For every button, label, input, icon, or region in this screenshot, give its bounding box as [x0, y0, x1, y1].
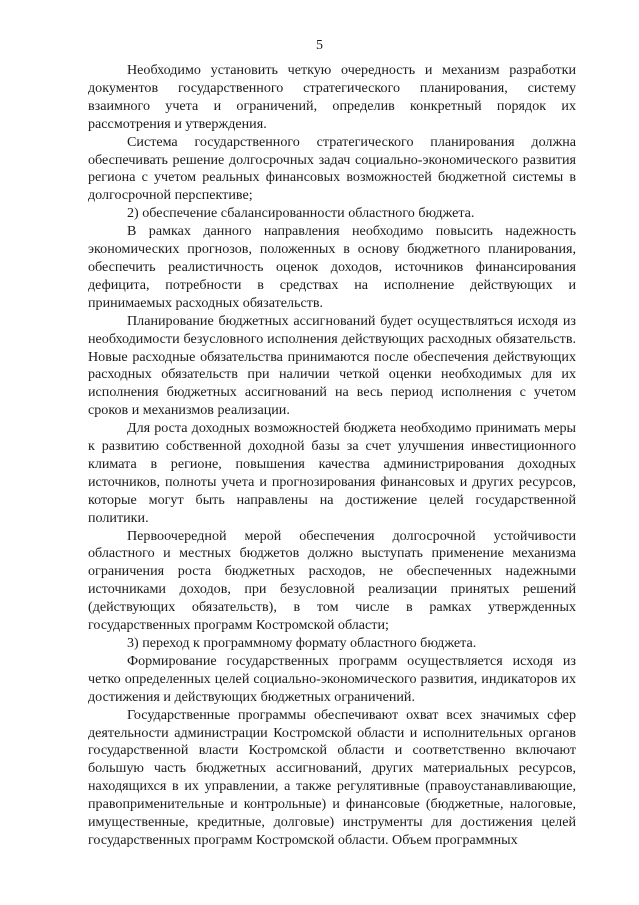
paragraph-2: Система государственного стратегического планирования должна обеспечивать решение долгосрочных задач социально-экономического развития региона с учетом реальных финансовых возможностей бюджетной системы в долгосрочной перспективе;: [88, 133, 576, 204]
paragraph-8-list-item: 3) переход к программному формату областного бюджета.: [127, 635, 477, 651]
paragraph-4: В рамках данного направления необходимо повысить надежность экономических прогнозов, положенных в основу бюджетного планирования, обеспечить реалистичность оценок доходов, источников финансирования дефицита, потребности в средствах на исполнение действующих и принимаемых расходных обязательств.: [88, 223, 576, 311]
document-body: [88, 62, 576, 850]
paragraph-6: Для роста доходных возможностей бюджета необходимо принимать меры к развитию собственной доходной базы за счет улучшения инвестиционного климата в регионе, повышения качества администрирования доходных источников, полноты учета и прогнозирования финансовых и других ресурсов, которые могут быть направлены на достижение целей государственной политики.: [88, 420, 576, 526]
paragraph-7: Первоочередной мерой обеспечения долгосрочной устойчивости областного и местных бюджетов должно выступать применение механизма ограничения роста бюджетных расходов, не обеспеченных надежными источниками доходов, при безусловной реализации принятых решений (действующих обязательств), в том числе в рамках утвержденных государственных программ Костромской области;: [88, 527, 576, 634]
paragraph-3-list-item: 2) обеспечение сбалансированности областного бюджета.: [127, 205, 475, 222]
paragraph-10: Государственные программы обеспечивают охват всех значимых сфер деятельности администрации Костромской области и исполнительных органов государственной власти Костромской области и соответственно включают большую часть бюджетных ассигнований, других материальных ресурсов, находящихся в их управлении, а также регулятивные (правоустанавливающие, правоприменительные и контрольные) и финансовые (бюджетные, налоговые, имущественные, кредитные, долговые) инструменты для достижения целей государственных программ Костромской области. Объем программных: [88, 706, 576, 848]
paragraph-5: Планирование бюджетных ассигнований будет осуществляться исходя из необходимости безусловного исполнения действующих расходных обязательств. Новые расходные обязательства принимаются после обеспечения действующих расходных обязательств при наличии четкой оценки необходимых для их исполнения бюджетных ассигнований на весь период исполнения с учетом сроков и механизмов реализации.: [88, 312, 576, 419]
paragraph-9: Формирование государственных программ осуществляется исходя из четко определенных целей социально-экономического развития, индикаторов их достижения и действующих бюджетных ограничений.: [88, 652, 576, 705]
paragraph-1: Необходимо установить четкую очередность и механизм разработки документов государственного стратегического планирования, систему взаимного учета и ограничений, определив конкретный порядок их рассмотрения и утверждения.: [88, 62, 576, 132]
page-number: 5: [316, 38, 323, 53]
